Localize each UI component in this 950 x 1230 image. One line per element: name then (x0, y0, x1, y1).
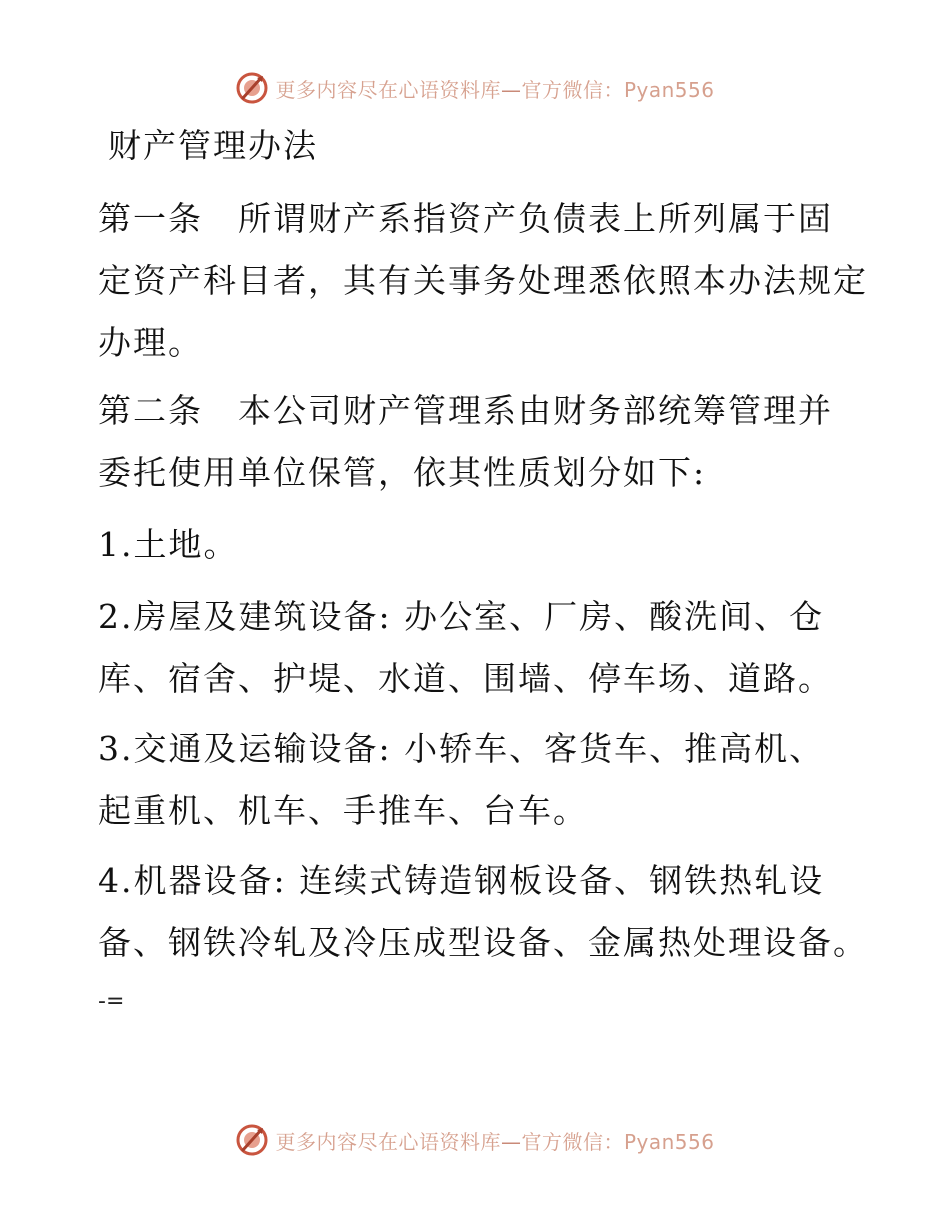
quill-seal-icon (235, 1123, 269, 1157)
paragraph-line: 2.房屋及建筑设备: 办公室、厂房、酸洗间、仓 (98, 597, 825, 636)
paragraph-line: 第一条 所谓财产系指资产负债表上所列属于固 (98, 199, 833, 238)
watermark-text (275, 1126, 714, 1155)
document-title: 财产管理办法 (108, 126, 318, 165)
list-item-buildings (98, 586, 858, 710)
list-item-machinery (98, 850, 868, 974)
paragraph-line: 起重机、机车、手推车、台车。 (98, 791, 588, 830)
watermark-text (275, 74, 714, 103)
paragraph-line: 4.机器设备: 连续式铸造钢板设备、钢铁热轧设 (98, 861, 825, 900)
watermark-main-text: 更多内容尽在心语资料库 (275, 77, 501, 102)
trailing-mark: -= (98, 989, 125, 1014)
paragraph-line: 1.土地。 (98, 525, 239, 564)
watermark-tail-text: 官方微信：Pyan556 (521, 77, 715, 102)
footer-watermark (0, 1122, 950, 1158)
paragraph-line: 3.交通及运输设备: 小轿车、客货车、推高机、 (98, 729, 825, 768)
list-item-transport (98, 718, 858, 842)
watermark-main-text: 更多内容尽在心语资料库 (275, 1129, 501, 1154)
paragraph-line: 库、宿舍、护堤、水道、围墙、停车场、道路。 (98, 659, 833, 698)
header-watermark (0, 70, 950, 106)
article-1-paragraph (98, 188, 868, 374)
watermark-dash: — (500, 77, 522, 102)
paragraph-line: 委托使用单位保管，依其性质划分如下: (98, 453, 707, 492)
paragraph-line: 第二条 本公司财产管理系由财务部统筹管理并 (98, 391, 833, 430)
watermark-tail-text: 官方微信：Pyan556 (521, 1129, 715, 1154)
watermark-dash: — (500, 1129, 522, 1154)
paragraph-line: 备、钢铁冷轧及冷压成型设备、金属热处理设备。 (98, 923, 868, 962)
quill-seal-icon (235, 71, 269, 105)
list-item-land (98, 514, 858, 576)
article-2-paragraph (98, 380, 858, 504)
paragraph-line: 办理。 (98, 323, 203, 362)
paragraph-line: 定资产科目者，其有关事务处理悉依照本办法规定 (98, 261, 868, 300)
